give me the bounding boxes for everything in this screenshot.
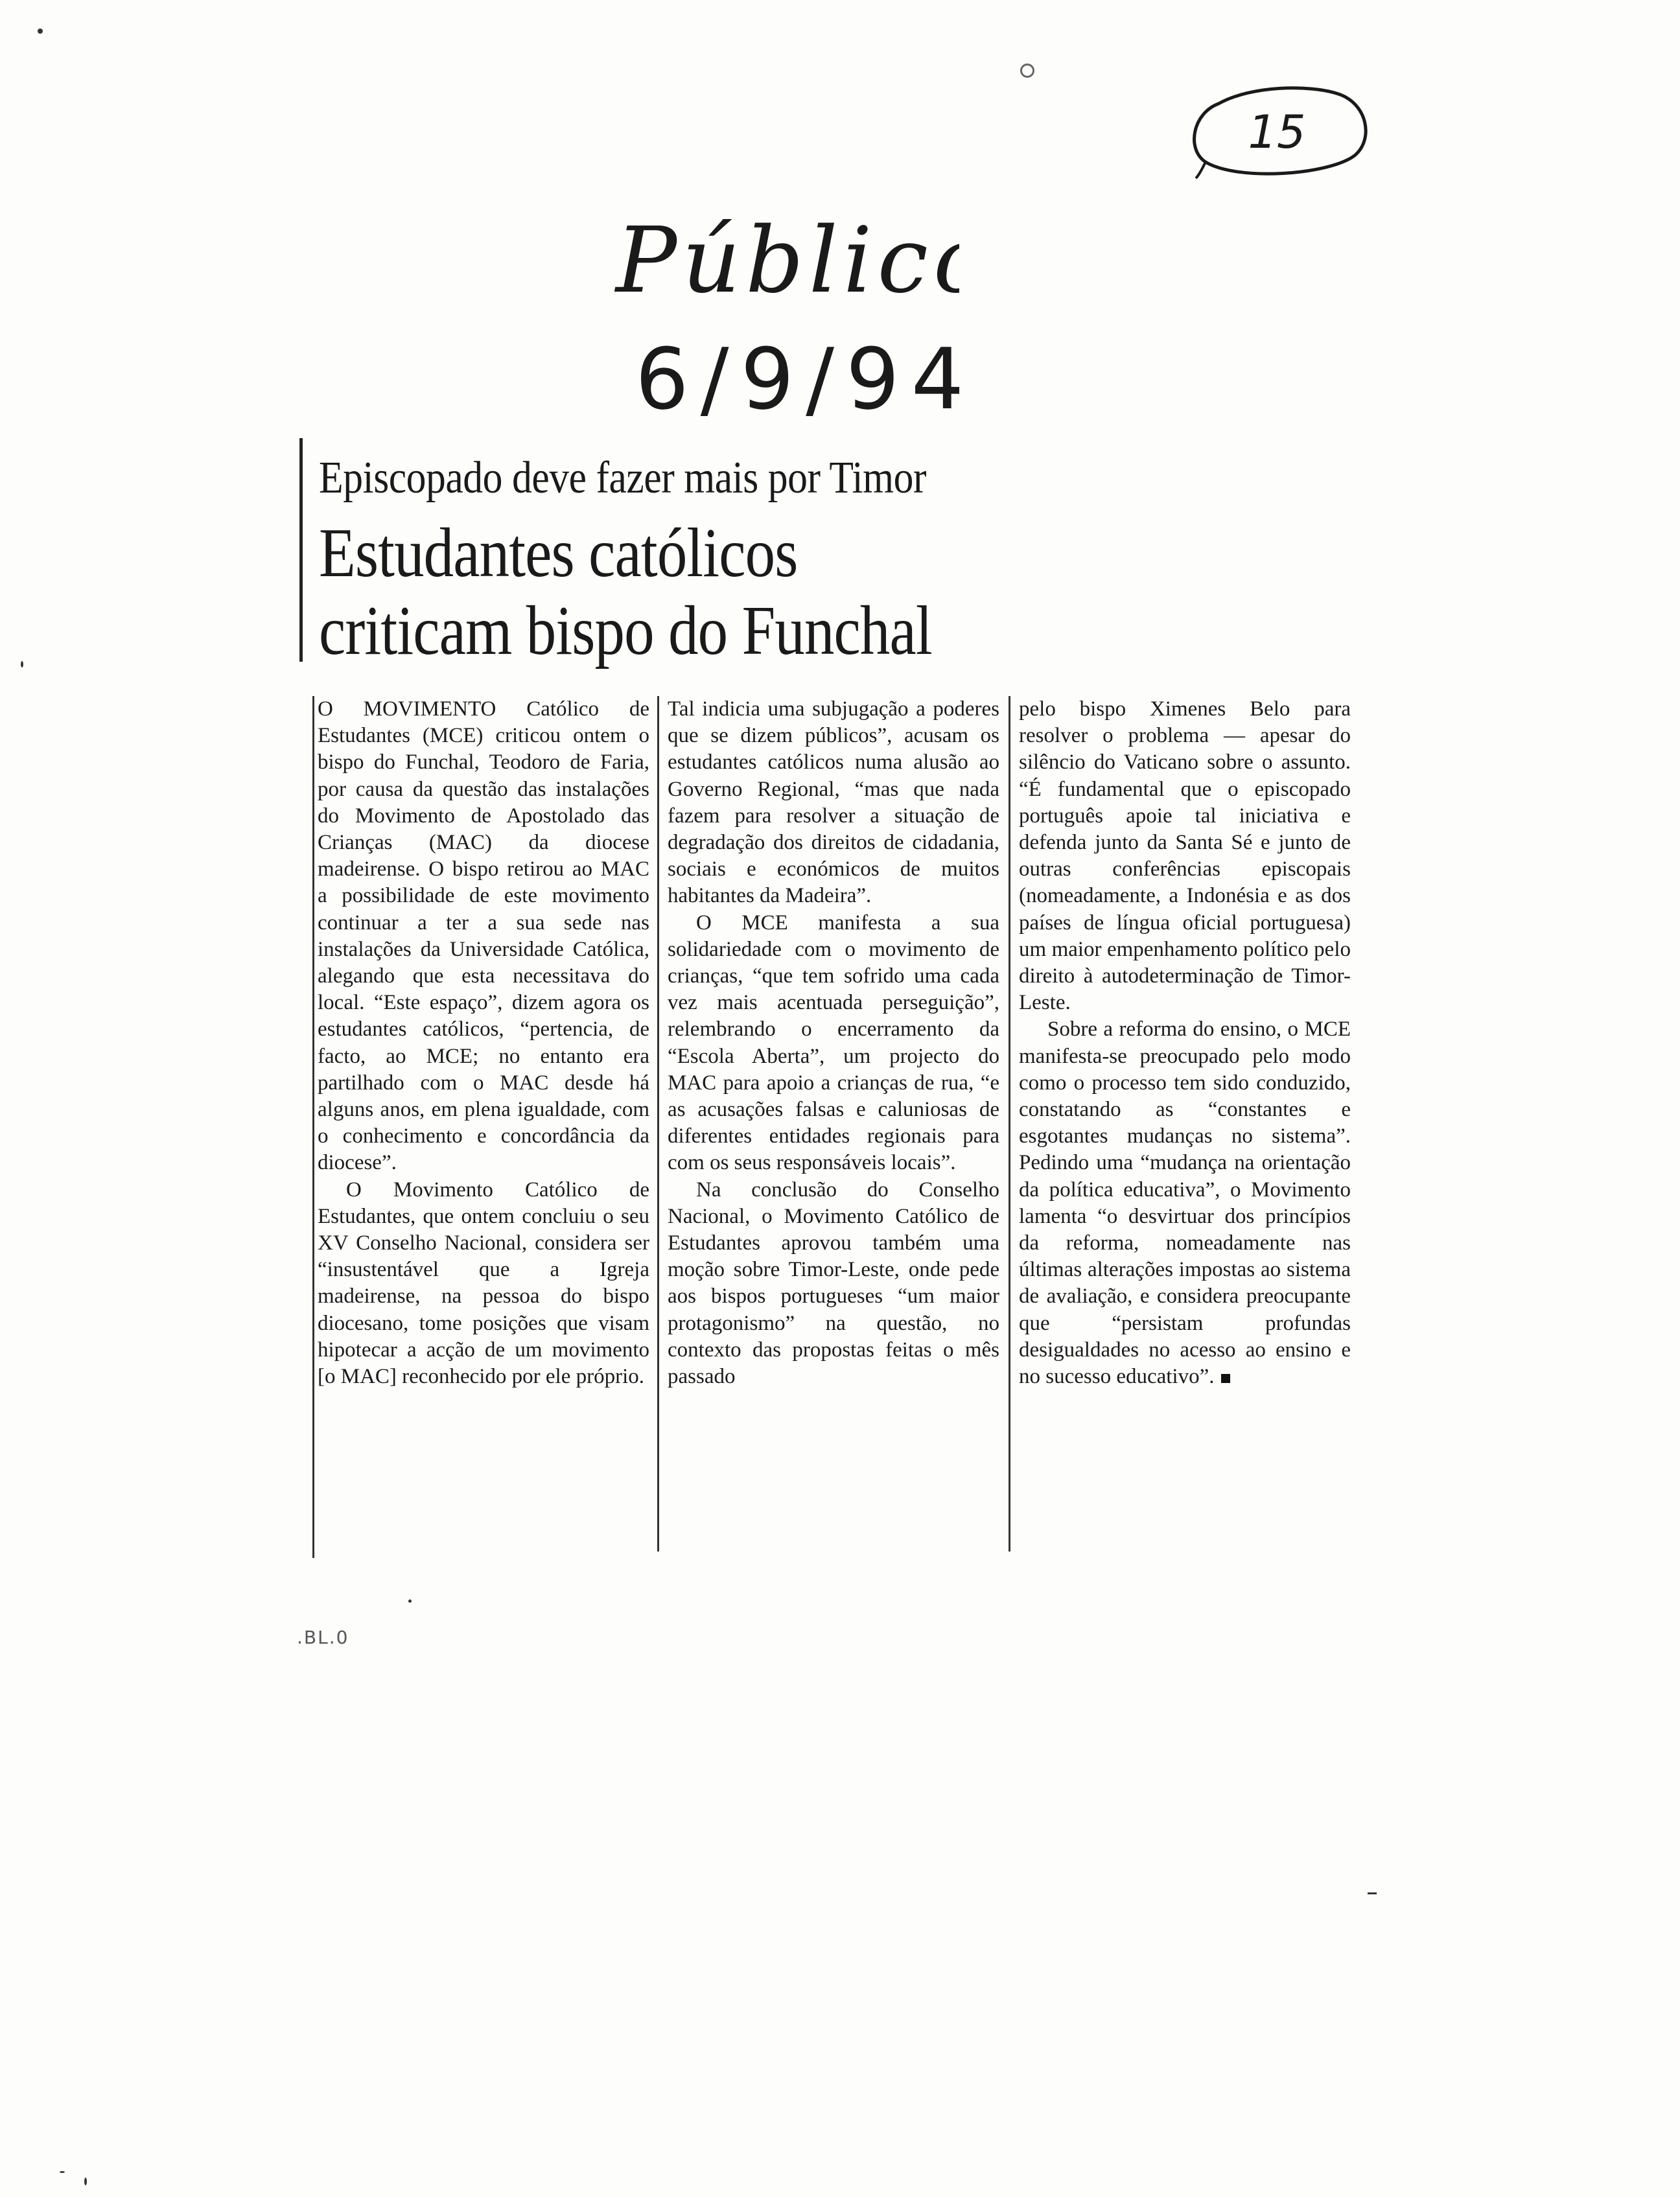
- paragraph: Tal indicia uma subjugação a poderes que se dizem públicos”, acusam os estudantes católicos numa alusão ao Governo Regional, “mas que nada fazem para resolver a situação de degradação dos direitos de cidadania, sociais e económicos de muitos habitantes da Madeira”.: [668, 697, 999, 908]
- newspaper-article: [299, 438, 1401, 1566]
- handwritten-source-date: [596, 194, 959, 441]
- column-rule: [312, 696, 314, 1558]
- paragraph: O MOVIMENTO Católico de Estudantes (MCE) criticou ontem o bispo do Funchal, Teodoro de Faria, por causa da questão das instalações do Movimento de Apostolado das Crianças (MAC) da diocese madeirense. O bispo retirou ao MAC a possibilidade de este movimento continuar a ter a sua sede nas instalações da Universidade Católica, alegando que esta necessitava do local. “Este espaço”, dizem agora os estudantes católicos, “pertencia, de facto, ao MCE; no entanto era partilhado com o MAC desde há alguns anos, em plena igualdade, com o conhecimento e concordância da diocese”.: [318, 697, 649, 1175]
- paragraph: O MCE manifesta a sua solidariedade com o movimento de crianças, “que tem sofrido uma cada vez mais acentuada perseguição”, relembrando o encerramento da “Escola Aberta”, um projecto do MAC para apoio a crianças de rua, “e as acusações falsas e caluniosas de diferentes entidades regionais para com os seus responsáveis locais”.: [668, 911, 999, 1175]
- scan-speck: [38, 29, 43, 34]
- scan-speck: [1020, 64, 1034, 78]
- scan-speck: [1368, 1892, 1377, 1894]
- article-body: [318, 696, 1381, 1558]
- scan-speck: [60, 2171, 65, 2173]
- handwritten-date: 6/9/94: [635, 330, 959, 428]
- headline-rule: [299, 438, 303, 662]
- headline-line-2: criticam bispo do Funchal: [319, 592, 932, 669]
- paragraph: [1019, 1016, 1351, 1390]
- page-number-annotation: [1180, 78, 1374, 181]
- scan-speck: [21, 661, 23, 668]
- paragraph: pelo bispo Ximenes Belo para resolver o problema — apesar do silêncio do Vaticano sobre o assunto. “É fundamental que o episcopado português apoie tal iniciativa e defenda junto da Santa Sé e junto de outras conferências episcopais (nomeadamente, a Indonésia e as dos países de língua oficial portuguesa) um maior empenhamento político pelo direito à autodeterminação de Timor-Leste.: [1019, 697, 1351, 1015]
- scan-speck: [408, 1599, 412, 1603]
- end-of-article-mark: [1221, 1374, 1230, 1383]
- final-paragraph-text: Sobre a reforma do ensino, o MCE manifesta-se preocupado pelo modo como o processo tem sido conduzido, constatando as “constantes e esgotantes mudanças no sistema”. Pedindo uma “mudança na orientação da política educativa”, o Movimento lamenta “o desvirtuar dos princípios da reforma, nomeadamente nas últimas alterações impostas ao sistema de avaliação, e considera preocupante que “persistam profundas desigualdades no acesso ao ensino e no sucesso educativo”.: [1019, 1017, 1351, 1389]
- archive-stamp: .BL.0: [297, 1627, 349, 1648]
- paragraph: O Movimento Católico de Estudantes, que ontem concluiu o seu XV Conselho Nacional, considera ser “insustentável que a Igreja madeirense, na pessoa do bispo diocesano, tome posições que visam hipotecar a acção de um movimento [o MAC] reconhecido por ele próprio.: [318, 1178, 649, 1389]
- article-column-3: [1019, 696, 1351, 1390]
- headline-line-1: Estudantes católicos: [319, 515, 798, 592]
- column-rule: [657, 696, 659, 1552]
- handwritten-oval-icon: [1180, 78, 1374, 181]
- paragraph: Na conclusão do Conselho Nacional, o Movimento Católico de Estudantes aprovou também uma moção sobre Timor-Leste, onde pede aos bispos portugueses “um maior protagonismo” na questão, no contexto das propostas feitas o mês passado: [668, 1178, 999, 1389]
- article-headline: [319, 515, 932, 670]
- handwritten-source: Público: [616, 208, 959, 314]
- column-rule: [1009, 696, 1010, 1552]
- page-number-text: 15: [1248, 106, 1306, 159]
- article-column-1: [318, 696, 649, 1390]
- article-kicker: Episcopado deve fazer mais por Timor: [319, 453, 927, 503]
- scan-speck: [84, 2178, 87, 2185]
- article-column-2: [668, 696, 999, 1390]
